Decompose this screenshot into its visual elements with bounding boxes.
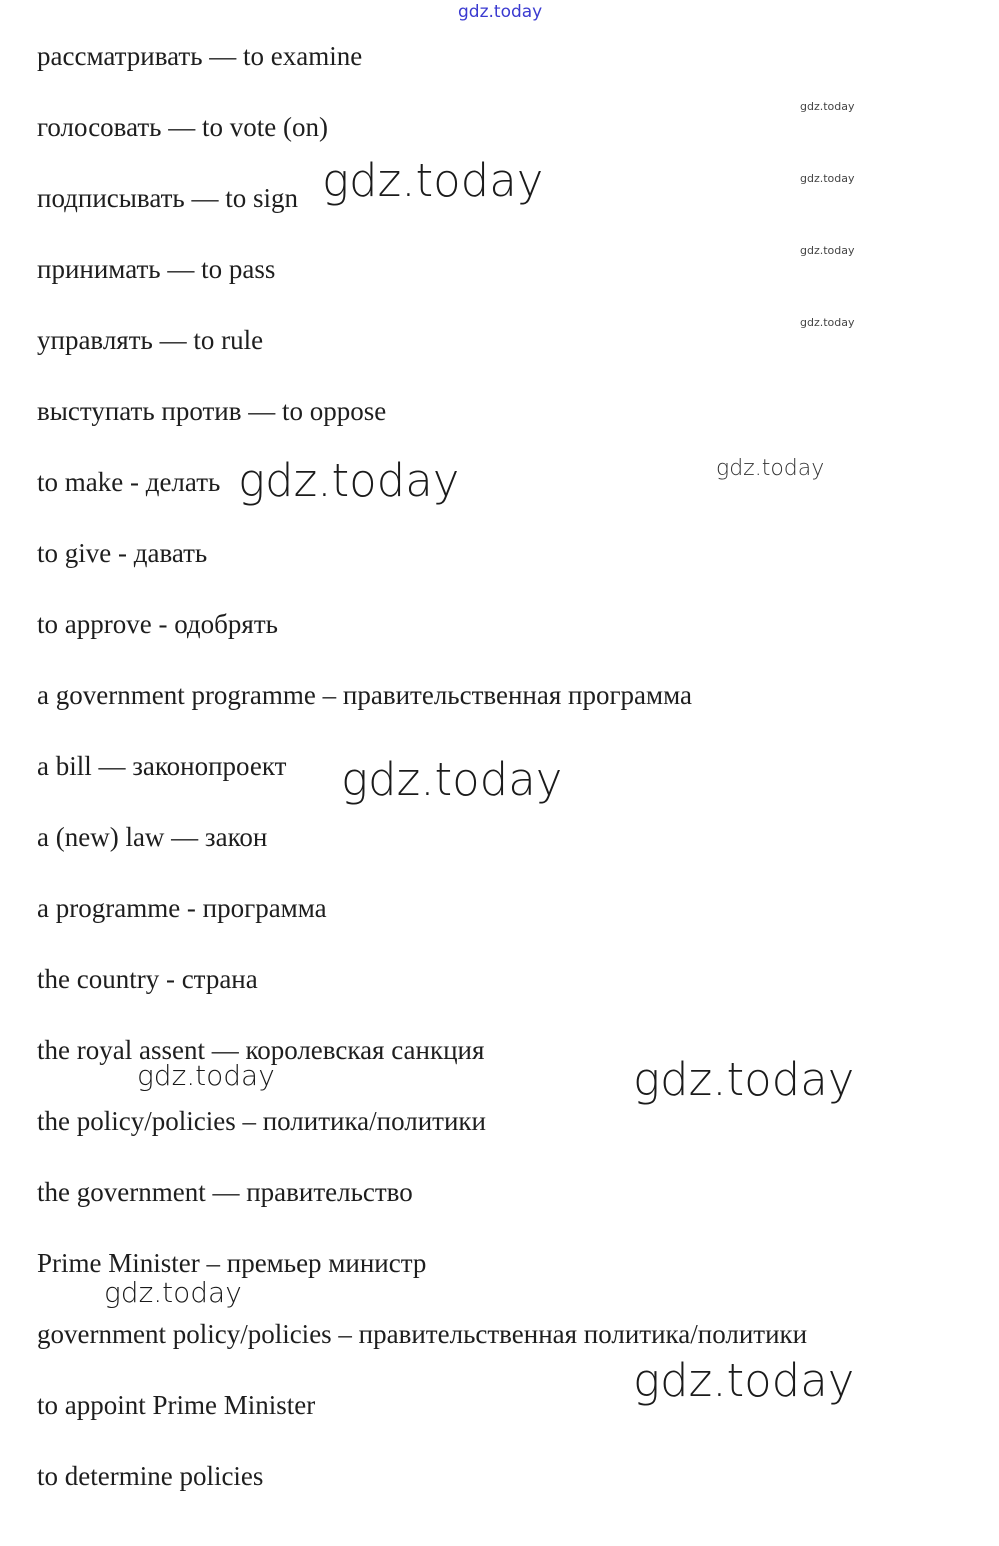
watermark-medium: gdz.today	[137, 1059, 275, 1092]
vocab-line: government policy/policies – правительственная политика/политики	[37, 1319, 808, 1349]
watermark-small: gdz.today	[800, 172, 855, 185]
watermark-small: gdz.today	[800, 244, 855, 257]
watermark-large: gdz.today	[322, 154, 544, 207]
watermark-large: gdz.today	[633, 1053, 855, 1106]
watermark-medium: gdz.today	[716, 456, 825, 481]
vocab-line: выступать против — to oppose	[37, 396, 387, 426]
vocab-line: to appoint Prime Minister	[37, 1390, 316, 1420]
watermark-small: gdz.today	[800, 100, 855, 113]
vocab-line: to give - давать	[37, 538, 208, 568]
watermark-large: gdz.today	[238, 454, 460, 507]
vocab-line: голосовать — to vote (on)	[37, 112, 328, 142]
vocab-line: a bill — законопроект	[37, 751, 287, 781]
vocab-line: the government — правительство	[37, 1177, 413, 1207]
watermark-medium: gdz.today	[104, 1276, 242, 1309]
watermark-top: gdz.today	[458, 2, 543, 22]
vocab-line: a programme - программа	[37, 893, 327, 923]
vocab-line: to make - делать	[37, 467, 221, 497]
vocab-line: the country - страна	[37, 964, 258, 994]
watermark-large: gdz.today	[341, 753, 563, 806]
vocab-line: управлять — to rule	[37, 325, 264, 355]
vocab-line: Prime Minister – премьер министр	[37, 1248, 427, 1278]
watermark-large: gdz.today	[633, 1354, 855, 1407]
vocab-line: a (new) law — закон	[37, 822, 268, 852]
vocab-line: подписывать — to sign	[37, 183, 298, 213]
vocab-line: принимать — to pass	[37, 254, 276, 284]
vocab-line: the policy/policies – политика/политики	[37, 1106, 486, 1136]
vocab-line: the royal assent — королевская санкция	[37, 1035, 485, 1065]
vocab-line: to determine policies	[37, 1461, 264, 1491]
vocab-line: рассматривать — to examine	[37, 41, 363, 71]
vocab-line: a government programme – правительственная программа	[37, 680, 692, 710]
vocab-line: to approve - одобрять	[37, 609, 278, 639]
watermark-small: gdz.today	[800, 316, 855, 329]
